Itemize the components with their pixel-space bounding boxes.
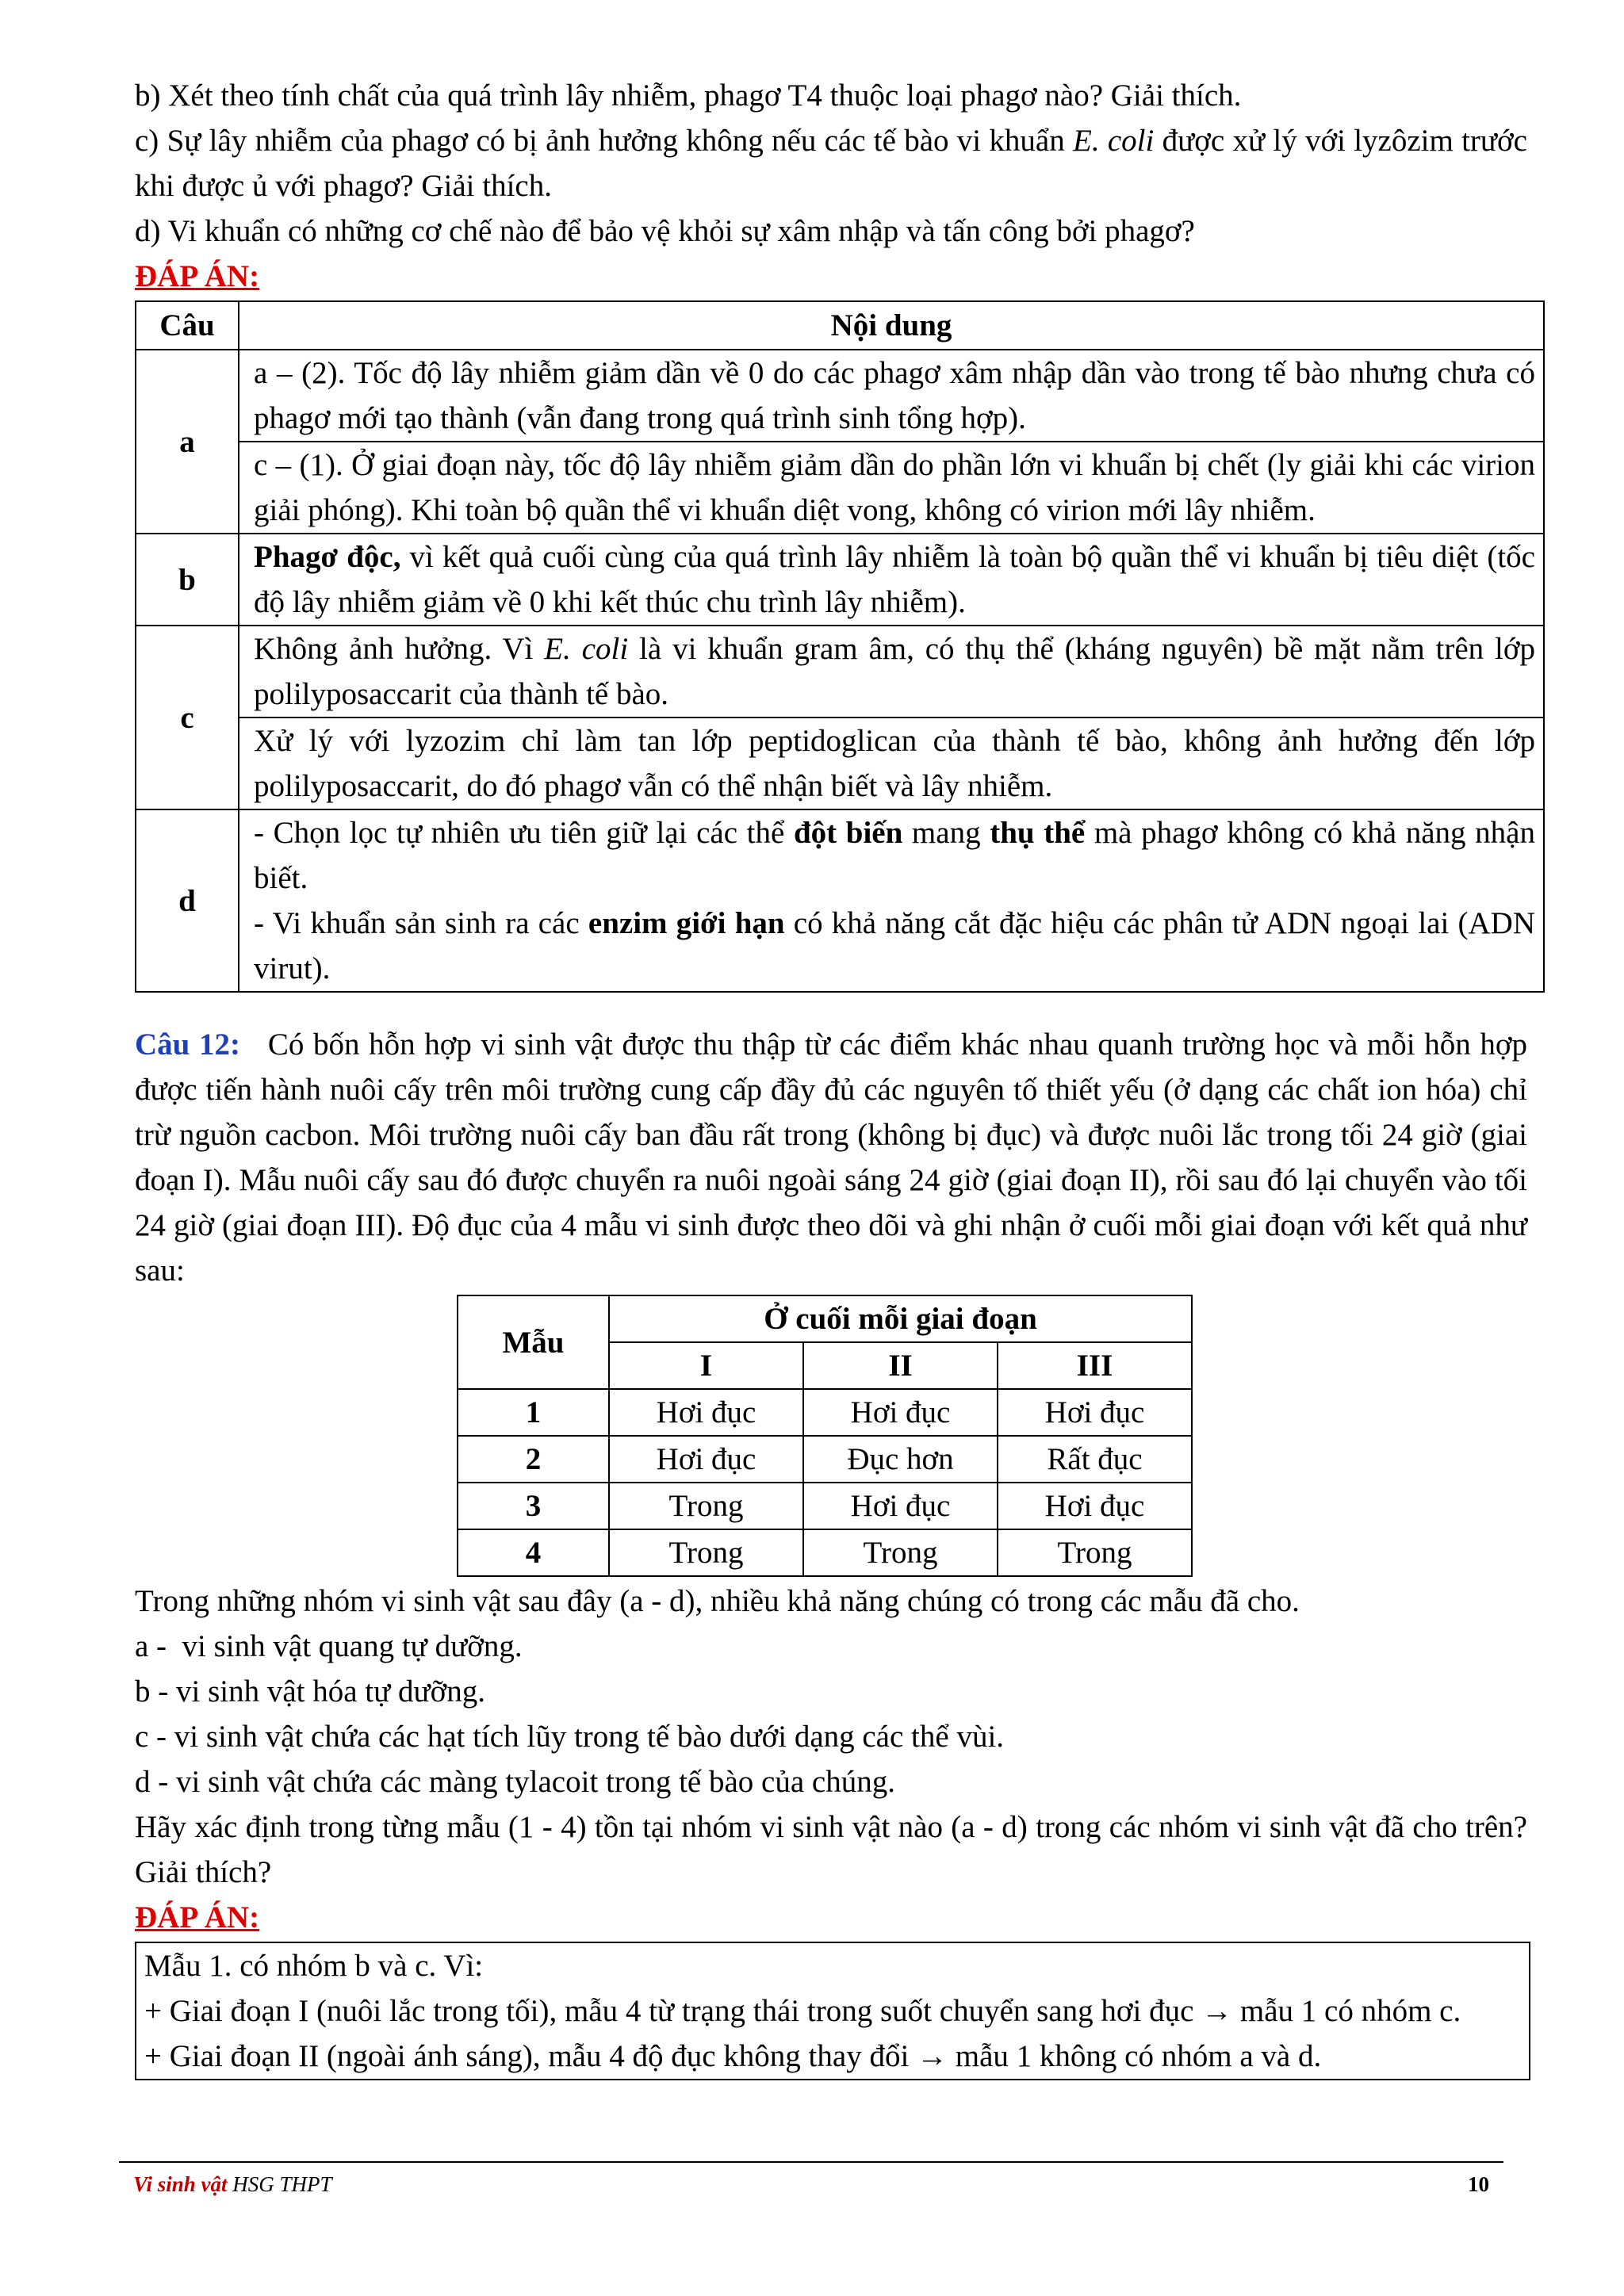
question-12-text: Có bốn hỗn hợp vi sinh vật được thu thập từ các điểm khác nhau quanh trường học và mỗi hỗn hợp được tiến hành nuôi cấy trên môi trường cung cấp đầy đủ các nguyên tố thiết yếu (ở dạng các chất ion hóa) chỉ trừ nguồn cacbon. Môi trường nuôi cấy ban đầu rất trong (không bị đục) và được nuôi lắc trong tối 24 giờ (giai đoạn I). Mẫu nuôi cấy sau đó được chuyển ra nuôi ngoài sáng 24 giờ (giai đoạn II), rồi sau đó lại chuyển vào tối 24 giờ (giai đoạn III). Độ đục của 4 mẫu vi sinh được theo dõi và ghi nhận ở cuối mỗi giai đoạn với kết quả như sau:	[135, 1027, 1535, 1288]
header-stage-group: Ở cuối mỗi giai đoạn	[609, 1295, 1192, 1342]
header-cau: Câu	[136, 301, 239, 350]
sample-cell: Hơi đục	[609, 1436, 803, 1483]
sample-id: 2	[458, 1436, 609, 1483]
question-12-ask: Hãy xác định trong từng mẫu (1 - 4) tồn tại nhóm vi sinh vật nào (a - d) trong các nhóm vi sinh vật đã cho trên? Giải thích?	[135, 1810, 1527, 1889]
page-content	[135, 73, 1536, 2080]
header-mau: Mẫu	[458, 1295, 609, 1389]
group-c: c - vi sinh vật chứa các hạt tích lũy trong tế bào dưới dạng các thể vùi.	[135, 1720, 1005, 1754]
answer-d1	[254, 810, 1535, 901]
answer-heading-2: ĐÁP ÁN:	[135, 1900, 260, 1934]
answer-heading: ĐÁP ÁN:	[135, 259, 260, 293]
footer-title	[133, 2172, 332, 2197]
sample-cell: Hơi đục	[609, 1389, 803, 1436]
sample-cell: Đục hơn	[803, 1436, 998, 1483]
answer-c1	[239, 626, 1544, 718]
answer-d2-bold: enzim giới hạn	[588, 906, 785, 940]
page-number: 10	[1468, 2172, 1489, 2196]
header-stage-3: III	[998, 1342, 1192, 1389]
answer-d1-bold2: thụ thể	[990, 816, 1086, 850]
question-12-label: Câu 12:	[135, 1027, 240, 1062]
table-row	[458, 1436, 1192, 1483]
question-c-text: c) Sự lây nhiễm của phagơ có bị ảnh hưởng không nếu các tế bào vi khuẩn	[135, 124, 1073, 158]
row-label-b: b	[136, 534, 239, 626]
header-stage-2: II	[803, 1342, 998, 1389]
sample-cell: Hơi đục	[803, 1483, 998, 1529]
table-row	[136, 809, 1544, 992]
sample-cell: Trong	[998, 1529, 1192, 1576]
answer-box	[135, 1942, 1530, 2080]
question-b: b) Xét theo tính chất của quá trình lây nhiễm, phagơ T4 thuộc loại phagơ nào? Giải thích.	[135, 78, 1242, 113]
table-row	[458, 1389, 1192, 1436]
sample-cell: Trong	[609, 1529, 803, 1576]
sample-id: 1	[458, 1389, 609, 1436]
group-a: a - vi sinh vật quang tự dưỡng.	[135, 1629, 523, 1663]
answer-c1-text: Không ảnh hưởng. Vì	[254, 632, 545, 666]
answer-d1-bold: đột biến	[793, 816, 903, 850]
table-row	[136, 534, 1544, 626]
groups-lead: Trong những nhóm vi sinh vật sau đây (a - d), nhiều khả năng chúng có trong các mẫu đã cho.	[135, 1584, 1300, 1618]
table-row	[136, 442, 1544, 534]
answer-b	[239, 534, 1544, 626]
answer-d2	[254, 901, 1535, 991]
question-c-species: E. coli	[1073, 124, 1155, 158]
row-label-d: d	[136, 809, 239, 992]
answer-b-text: vì kết quả cuối cùng của quá trình lây nhiễm là toàn bộ quần thể vi khuẩn bị tiêu diệt (tốc độ lây nhiễm giảm về 0 khi kết thúc chu trình lây nhiễm).	[254, 540, 1535, 619]
answer-table-header	[136, 301, 1544, 350]
group-d: d - vi sinh vật chứa các màng tylacoit trong tế bào của chúng.	[135, 1765, 895, 1799]
sample-table	[457, 1295, 1193, 1577]
answer-line-2: + Giai đoạn I (nuôi lắc trong tối), mẫu 4 từ trạng thái trong suốt chuyển sang hơi đục → mẫu 1 có nhóm c.	[144, 1994, 1461, 2028]
answer-table	[135, 300, 1545, 993]
row-label-c: c	[136, 626, 239, 809]
answer-d1-text: - Chọn lọc tự nhiên ưu tiên giữ lại các thể	[254, 816, 794, 850]
sample-cell: Trong	[609, 1483, 803, 1529]
question-c	[135, 118, 1527, 209]
table-row	[136, 626, 1544, 718]
question-c-text-end: được xử lý với lyzôzim trước khi được ủ với phagơ? Giải thích.	[135, 124, 1527, 203]
sample-cell: Trong	[803, 1529, 998, 1576]
answer-a2: c – (1). Ở giai đoạn này, tốc độ lây nhiễm giảm dần do phần lớn vi khuẩn bị chết (ly giải khi các virion giải phóng). Khi toàn bộ quần thể vi khuẩn diệt vong, không có virion mới lây nhiễm.	[239, 442, 1544, 534]
row-label-a: a	[136, 350, 239, 534]
sample-cell: Hơi đục	[803, 1389, 998, 1436]
sample-id: 3	[458, 1483, 609, 1529]
answer-b-bold: Phagơ độc,	[254, 540, 401, 574]
answer-d2-text2: có khả năng cắt đặc hiệu các phân tử ADN ngoại lai (ADN virut).	[254, 906, 1535, 985]
page-footer	[119, 2161, 1503, 2196]
answer-d2-text: - Vi khuẩn sản sinh ra các	[254, 906, 588, 940]
answer-c1-text-end: là vi khuẩn gram âm, có thụ thể (kháng nguyên) bề mặt nằm trên lớp polilyposaccarit của thành tế bào.	[254, 632, 1536, 711]
answer-d1-text3: mà phagơ không có khả năng nhận biết.	[254, 816, 1535, 895]
table-row	[458, 1529, 1192, 1576]
table-row	[458, 1483, 1192, 1529]
header-noi-dung: Nội dung	[239, 301, 1544, 350]
sample-table-header	[458, 1295, 1192, 1342]
table-row	[136, 350, 1544, 442]
sample-cell: Hơi đục	[998, 1483, 1192, 1529]
group-b: b - vi sinh vật hóa tự dưỡng.	[135, 1674, 486, 1709]
footer-title-subject: Vi sinh vật	[133, 2172, 228, 2196]
answer-d1-text2: mang	[902, 816, 990, 850]
header-stage-1: I	[609, 1342, 803, 1389]
question-d: d) Vi khuẩn có những cơ chế nào để bảo vệ khỏi sự xâm nhập và tấn công bởi phagơ?	[135, 214, 1195, 248]
answer-line-3: + Giai đoạn II (ngoài ánh sáng), mẫu 4 độ đục không thay đổi → mẫu 1 không có nhóm a và d.	[144, 2039, 1322, 2073]
answer-d	[239, 809, 1544, 992]
question-12	[135, 1022, 1535, 1293]
answer-c2: Xử lý với lyzozim chỉ làm tan lớp peptidoglican của thành tế bào, không ảnh hưởng đến lớp polilyposaccarit, do đó phagơ vẫn có thể nhận biết và lây nhiễm.	[239, 718, 1544, 809]
answer-line-1: Mẫu 1. có nhóm b và c. Vì:	[144, 1949, 484, 1983]
answer-a1: a – (2). Tốc độ lây nhiễm giảm dần về 0 do các phagơ xâm nhập dần vào trong tế bào nhưng chưa có phagơ mới tạo thành (vẫn đang trong quá trình sinh tổng hợp).	[239, 350, 1544, 442]
sample-cell: Rất đục	[998, 1436, 1192, 1483]
sample-cell: Hơi đục	[998, 1389, 1192, 1436]
sample-id: 4	[458, 1529, 609, 1576]
table-row	[136, 718, 1544, 809]
answer-c1-species: E. coli	[544, 632, 629, 666]
footer-title-level: HSG THPT	[227, 2172, 332, 2196]
